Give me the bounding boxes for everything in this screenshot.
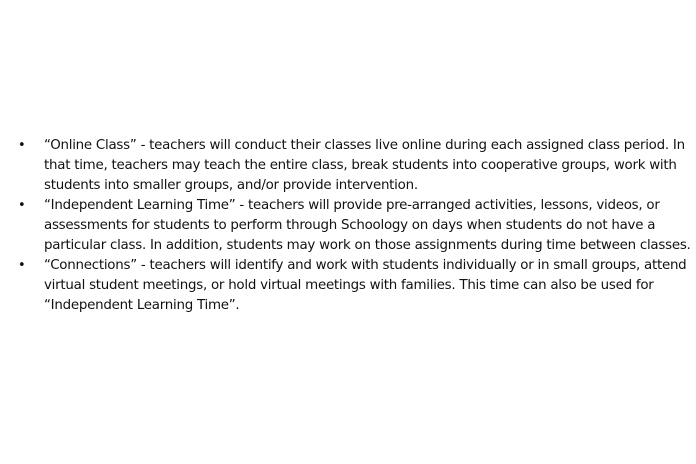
list-item-text-line: that time, teachers may teach the entire class, break students into cooperative groups, work with <box>44 158 677 173</box>
bullet-icon: • <box>18 198 26 213</box>
list-item-text-line: “Independent Learning Time”. <box>44 298 240 313</box>
list-item-text-line: virtual student meetings, or hold virtual meetings with families. This time can also be used for <box>44 278 654 293</box>
list-item-online-class <box>16 136 686 196</box>
bullet-list <box>16 136 691 316</box>
list-item-text-line: assessments for students to perform through Schoology on days when students do not have a <box>44 218 656 233</box>
list-item-text-line: “Independent Learning Time” - teachers will provide pre-arranged activities, lessons, videos, or <box>44 198 660 213</box>
bullet-icon: • <box>18 138 26 153</box>
bullet-icon: • <box>18 258 26 273</box>
list-item-text-line: “Online Class” - teachers will conduct their classes live online during each assigned class period. In <box>44 138 685 153</box>
list-item-text-line: particular class. In addition, students may work on those assignments during time between classes. <box>44 238 691 253</box>
list-item-independent-learning-time <box>16 196 691 256</box>
list-item-text-line: “Connections” - teachers will identify and work with students individually or in small groups, attend <box>44 258 687 273</box>
list-item-connections <box>16 256 686 316</box>
list-item-text-line: students into smaller groups, and/or provide intervention. <box>44 178 418 193</box>
